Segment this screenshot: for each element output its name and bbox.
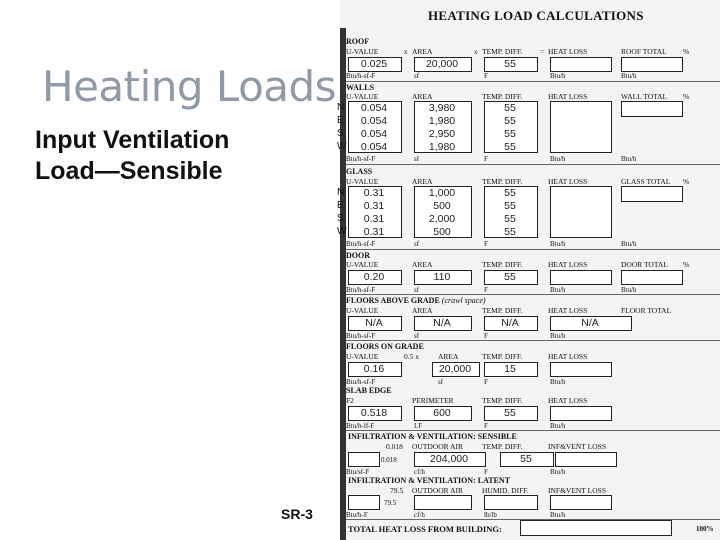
door-pct: % bbox=[683, 260, 690, 269]
glass-pct: % bbox=[683, 177, 690, 186]
glass-side-e: E bbox=[337, 200, 344, 211]
walls-heading: WALLS bbox=[346, 83, 375, 92]
glass-unit-loss: Btu/h bbox=[550, 240, 566, 248]
roof-col-loss: HEAT LOSS bbox=[548, 47, 588, 56]
floors-grade-td-value: 15 bbox=[504, 363, 516, 375]
infil-sensible-ach-box bbox=[348, 452, 380, 467]
wall-td-n: 55 bbox=[504, 102, 516, 114]
infil-sensible-unit-factor: Btu/sf-F bbox=[346, 468, 370, 476]
infil-sensible-heading: INFILTRATION & VENTILATION: SENSIBLE bbox=[348, 432, 517, 441]
wall-side-e: E bbox=[337, 115, 344, 126]
door-heading: DOOR bbox=[346, 251, 370, 260]
door-unit-u: Btu/h-sf-F bbox=[346, 286, 376, 294]
slab-edge-f2-value: 0.518 bbox=[360, 407, 388, 419]
door-u-value: 0.20 bbox=[363, 271, 385, 283]
divider bbox=[346, 249, 720, 250]
wall-side-w: W bbox=[337, 141, 347, 152]
slab-edge-col-f2: F2 bbox=[346, 396, 354, 405]
door-loss-box bbox=[550, 270, 612, 285]
infil-latent-unit-air: cf/h bbox=[414, 511, 425, 519]
infil-sensible-col-air: OUTDOOR AIR bbox=[412, 442, 464, 451]
glass-col-area: AREA bbox=[412, 177, 433, 186]
slab-edge-loss-box bbox=[550, 406, 612, 421]
door-td-value: 55 bbox=[504, 271, 516, 283]
walls-pct: % bbox=[683, 92, 690, 101]
roof-col-u: U-VALUE bbox=[346, 47, 379, 56]
glass-col-total: GLASS TOTAL bbox=[621, 177, 671, 186]
roof-loss-box bbox=[550, 57, 612, 72]
glass-unit-area: sf bbox=[414, 240, 420, 248]
floors-above-heading: FLOORS ABOVE GRADE (crawl space) bbox=[346, 296, 486, 305]
glass-unit-td: F bbox=[484, 240, 488, 248]
floors-above-col-total: FLOOR TOTAL bbox=[621, 306, 672, 315]
divider bbox=[346, 81, 720, 82]
slide-title: Heating Loads bbox=[42, 62, 337, 111]
door-unit-area: sf bbox=[414, 286, 420, 294]
glass-area-e: 500 bbox=[433, 200, 451, 212]
door-unit-total: Btu/h bbox=[621, 286, 637, 294]
multiply-sign: x bbox=[474, 48, 478, 56]
total-pct: 100% bbox=[696, 525, 714, 533]
wall-td-s: 55 bbox=[504, 128, 516, 140]
infil-latent-unit-hdiff: lb/lb bbox=[484, 511, 497, 519]
slab-edge-td-value: 55 bbox=[504, 407, 516, 419]
infil-latent-heading: INFILTRATION & VENTILATION: LATENT bbox=[348, 476, 511, 485]
floors-above-loss-value: N/A bbox=[581, 317, 599, 329]
floors-above-unit-td: F bbox=[484, 332, 488, 340]
walls-loss-box bbox=[550, 101, 612, 153]
infil-sensible-factor: 0.018 bbox=[386, 442, 403, 451]
infil-latent-factor-box: 79.5 bbox=[384, 499, 397, 507]
infil-latent-col-air: OUTDOOR AIR bbox=[412, 486, 464, 495]
walls-col-area: AREA bbox=[412, 92, 433, 101]
roof-heading: ROOF bbox=[346, 37, 370, 46]
floors-above-note: (crawl space) bbox=[441, 296, 486, 305]
roof-td-value: 55 bbox=[504, 58, 516, 70]
wall-area-s: 2,950 bbox=[428, 128, 456, 140]
roof-col-tdiff: TEMP. DIFF. bbox=[482, 47, 523, 56]
total-heat-loss-label: TOTAL HEAT LOSS FROM BUILDING: bbox=[348, 524, 502, 534]
walls-col-loss: HEAT LOSS bbox=[548, 92, 588, 101]
door-total-box bbox=[621, 270, 683, 285]
infil-sensible-air-value: 204,000 bbox=[430, 453, 468, 465]
roof-unit-loss: Btu/h bbox=[550, 72, 566, 80]
wall-u-n: 0.054 bbox=[360, 102, 388, 114]
roof-area-value: 20,000 bbox=[425, 58, 459, 70]
floors-grade-unit-u: Btu/h-sf-F bbox=[346, 378, 376, 386]
infil-latent-unit-factor: Btu/h-F bbox=[346, 511, 368, 519]
walls-unit-u: Btu/h-sf-F bbox=[346, 155, 376, 163]
glass-area-w: 500 bbox=[433, 226, 451, 238]
door-col-tdiff: TEMP. DIFF. bbox=[482, 260, 523, 269]
form-title: HEATING LOAD CALCULATIONS bbox=[428, 8, 644, 23]
infil-sensible-loss-box bbox=[555, 452, 617, 467]
glass-u-s: 0.31 bbox=[363, 213, 385, 225]
heating-load-form bbox=[337, 0, 720, 540]
floors-grade-col-area: AREA bbox=[438, 352, 459, 361]
roof-col-total: ROOF TOTAL bbox=[621, 47, 667, 56]
glass-unit-u: Btu/h-sf-F bbox=[346, 240, 376, 248]
walls-total-box bbox=[621, 101, 683, 117]
infil-sensible-unit-td: F bbox=[484, 468, 488, 476]
infil-latent-hdiff-box bbox=[484, 495, 538, 510]
floors-grade-u-value: 0.16 bbox=[363, 363, 385, 375]
infil-sensible-td-value: 55 bbox=[520, 453, 532, 465]
floors-above-unit-u: Btu/h-sf-F bbox=[346, 332, 376, 340]
floors-grade-area-value: 20,000 bbox=[438, 363, 472, 375]
equals-sign: = bbox=[540, 48, 544, 56]
slab-edge-heading: SLAB EDGE bbox=[346, 386, 392, 395]
roof-unit-td: F bbox=[484, 72, 488, 80]
floors-grade-col-tdiff: TEMP. DIFF. bbox=[482, 352, 523, 361]
glass-area-s: 2,000 bbox=[428, 213, 456, 225]
glass-col-tdiff: TEMP. DIFF. bbox=[482, 177, 523, 186]
glass-side-s: S bbox=[337, 213, 344, 224]
glass-heading: GLASS bbox=[346, 167, 373, 176]
walls-col-tdiff: TEMP. DIFF. bbox=[482, 92, 523, 101]
glass-side-n: N bbox=[337, 187, 345, 198]
slab-edge-perim-value: 600 bbox=[433, 407, 451, 419]
floors-above-col-tdiff: TEMP. DIFF. bbox=[482, 306, 523, 315]
glass-total-box bbox=[621, 186, 683, 202]
roof-pct: % bbox=[683, 47, 690, 56]
glass-u-e: 0.31 bbox=[363, 200, 385, 212]
slab-edge-col-perim: PERIMETER bbox=[412, 396, 454, 405]
wall-area-n: 3,980 bbox=[428, 102, 456, 114]
door-unit-td: F bbox=[484, 286, 488, 294]
divider bbox=[346, 294, 720, 295]
floors-above-col-u: U-VALUE bbox=[346, 306, 379, 315]
roof-unit-area: sf bbox=[414, 72, 420, 80]
glass-loss-box bbox=[550, 186, 612, 238]
floors-grade-unit-area: sf bbox=[438, 378, 444, 386]
floors-above-td-value: N/A bbox=[501, 317, 519, 329]
glass-td-w: 55 bbox=[504, 226, 516, 238]
slab-edge-col-loss: HEAT LOSS bbox=[548, 396, 588, 405]
roof-total-box bbox=[621, 57, 683, 72]
floors-grade-col-loss: HEAT LOSS bbox=[548, 352, 588, 361]
floors-grade-unit-td: F bbox=[484, 378, 488, 386]
infil-sensible-factor-box: 0.018 bbox=[381, 456, 397, 464]
walls-unit-total: Btu/h bbox=[621, 155, 637, 163]
infil-sensible-col-loss: INF&VENT LOSS bbox=[548, 442, 606, 451]
glass-area-n: 1,000 bbox=[428, 187, 456, 199]
slab-edge-unit-perim: LF bbox=[414, 422, 423, 430]
floors-grade-col-u: U-VALUE bbox=[346, 352, 379, 361]
glass-unit-total: Btu/h bbox=[621, 240, 637, 248]
roof-unit-total: Btu/h bbox=[621, 72, 637, 80]
walls-col-u: U-VALUE bbox=[346, 92, 379, 101]
door-col-total: DOOR TOTAL bbox=[621, 260, 668, 269]
infil-latent-ach-box bbox=[348, 495, 380, 510]
wall-area-w: 1,980 bbox=[428, 141, 456, 153]
wall-u-e: 0.054 bbox=[360, 115, 388, 127]
infil-latent-col-loss: INF&VENT LOSS bbox=[548, 486, 606, 495]
slab-edge-unit-loss: Btu/h bbox=[550, 422, 566, 430]
wall-td-e: 55 bbox=[504, 115, 516, 127]
wall-side-s: S bbox=[337, 128, 344, 139]
door-unit-loss: Btu/h bbox=[550, 286, 566, 294]
walls-unit-area: sf bbox=[414, 155, 420, 163]
door-col-area: AREA bbox=[412, 260, 433, 269]
glass-col-loss: HEAT LOSS bbox=[548, 177, 588, 186]
slab-edge-unit-td: F bbox=[484, 422, 488, 430]
multiply-sign: x bbox=[404, 48, 408, 56]
infil-sensible-unit-loss: Btu/h bbox=[550, 468, 566, 476]
floors-above-unit-area: sf bbox=[414, 332, 420, 340]
glass-td-n: 55 bbox=[504, 187, 516, 199]
slab-edge-unit-f2: Btu/h-lf-F bbox=[346, 422, 375, 430]
roof-col-area: AREA bbox=[412, 47, 433, 56]
divider bbox=[346, 164, 720, 165]
glass-td-s: 55 bbox=[504, 213, 516, 225]
floors-grade-unit-loss: Btu/h bbox=[550, 378, 566, 386]
roof-unit-u: Btu/h-sf-F bbox=[346, 72, 376, 80]
infil-sensible-col-tdiff: TEMP. DIFF. bbox=[482, 442, 523, 451]
divider bbox=[346, 340, 720, 341]
wall-td-w: 55 bbox=[504, 141, 516, 153]
divider bbox=[346, 430, 720, 431]
wall-side-n: N bbox=[337, 102, 345, 113]
door-col-u: U-VALUE bbox=[346, 260, 379, 269]
floors-grade-heading: FLOORS ON GRADE bbox=[346, 342, 424, 351]
walls-unit-loss: Btu/h bbox=[550, 155, 566, 163]
infil-latent-loss-box bbox=[550, 495, 612, 510]
slide-code: SR-3 bbox=[281, 506, 313, 522]
total-heat-loss-box bbox=[520, 520, 672, 536]
slide-subtitle: Input Ventilation Load—Sensible bbox=[35, 126, 230, 185]
wall-u-s: 0.054 bbox=[360, 128, 388, 140]
glass-u-w: 0.31 bbox=[363, 226, 385, 238]
floors-above-u-value: N/A bbox=[365, 317, 383, 329]
floors-above-unit-loss: Btu/h bbox=[550, 332, 566, 340]
infil-latent-factor: 79.5 bbox=[390, 486, 404, 495]
floors-grade-loss-box bbox=[550, 362, 612, 377]
infil-sensible-unit-air: cf/h bbox=[414, 468, 425, 476]
door-col-loss: HEAT LOSS bbox=[548, 260, 588, 269]
wall-area-e: 1,980 bbox=[428, 115, 456, 127]
infil-latent-air-box bbox=[414, 495, 472, 510]
glass-col-u: U-VALUE bbox=[346, 177, 379, 186]
door-area-value: 110 bbox=[433, 271, 451, 283]
glass-u-n: 0.31 bbox=[363, 187, 385, 199]
roof-u-value: 0.025 bbox=[360, 58, 388, 70]
infil-latent-col-hdiff: HUMID. DIFF. bbox=[482, 486, 529, 495]
floors-above-col-area: AREA bbox=[412, 306, 433, 315]
wall-u-w: 0.054 bbox=[360, 141, 388, 153]
floors-above-area-value: N/A bbox=[433, 317, 451, 329]
floors-above-col-loss: HEAT LOSS bbox=[548, 306, 588, 315]
glass-side-w: W bbox=[337, 226, 347, 237]
infil-latent-unit-loss: Btu/h bbox=[550, 511, 566, 519]
walls-unit-td: F bbox=[484, 155, 488, 163]
glass-td-e: 55 bbox=[504, 200, 516, 212]
floors-grade-col-factor: 0.5 x bbox=[404, 352, 419, 361]
slab-edge-col-tdiff: TEMP. DIFF. bbox=[482, 396, 523, 405]
walls-col-total: WALL TOTAL bbox=[621, 92, 668, 101]
